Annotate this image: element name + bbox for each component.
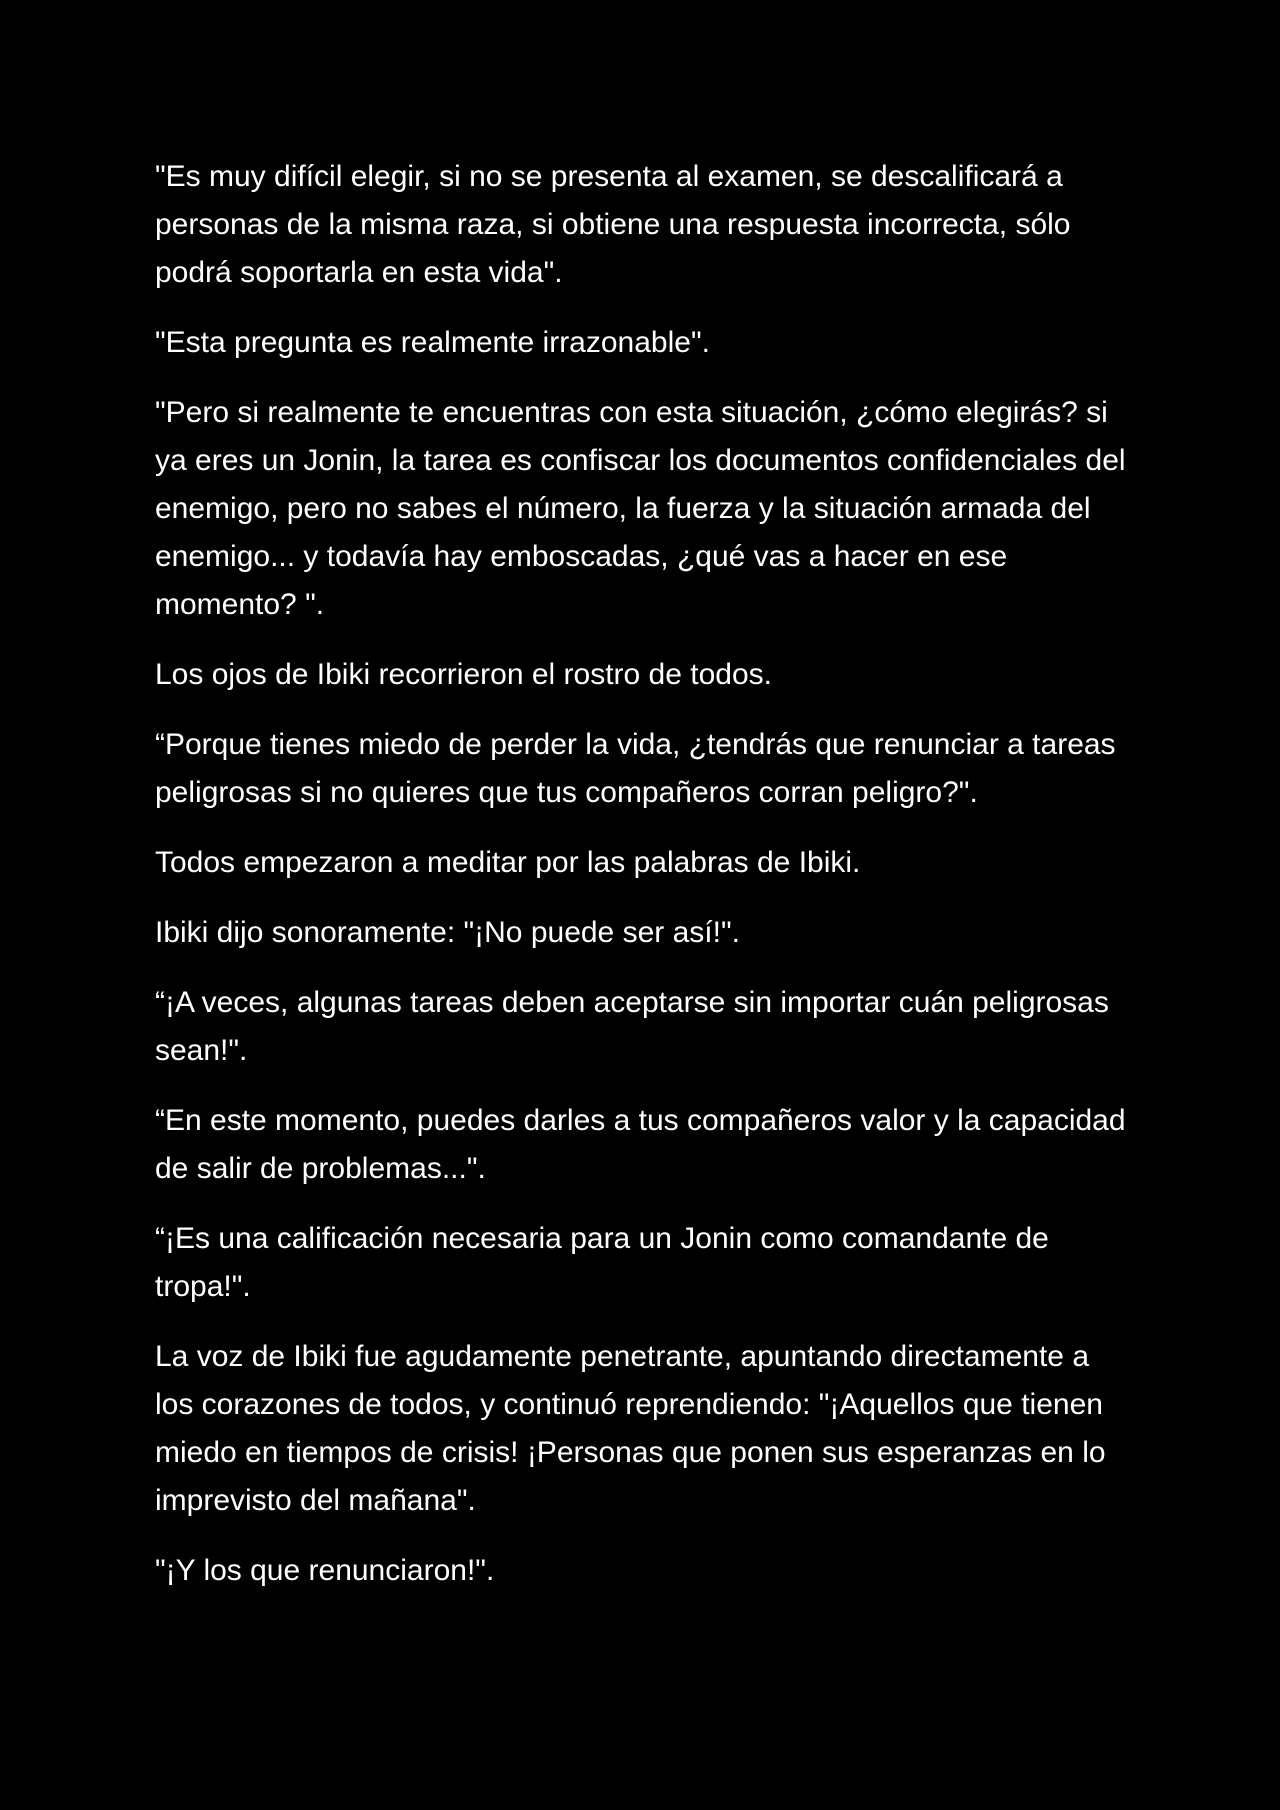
- document-body: [155, 153, 1135, 1617]
- paragraph-1: "Es muy difícil elegir, si no se presenta al examen, se descalificará a personas de la misma raza, si obtiene una respuesta incorrecta, sólo podrá soportarla en esta vida".: [155, 160, 1071, 289]
- paragraph-3: "Pero si realmente te encuentras con esta situación, ¿cómo elegirás? si ya eres un Jonin, la tarea es confiscar los documentos confidenciales del enemigo, pero no sabes el número, la fuerza y la situación armada del enemigo... y todavía hay emboscadas, ¿qué vas a hacer en ese momento? ".: [155, 396, 1126, 621]
- paragraph-10: “¡Es una calificación necesaria para un Jonin como comandante de tropa!".: [155, 1222, 1049, 1303]
- paragraph-6: Todos empezaron a meditar por las palabras de Ibiki.: [155, 846, 861, 879]
- paragraph-7: Ibiki dijo sonoramente: "¡No puede ser así!".: [155, 916, 740, 949]
- paragraph-12: "¡Y los que renunciaron!".: [155, 1554, 495, 1587]
- paragraph-5: “Porque tienes miedo de perder la vida, ¿tendrás que renunciar a tareas peligrosas si no quieres que tus compañeros corran peligro?".: [155, 728, 1116, 809]
- paragraph-2: "Esta pregunta es realmente irrazonable".: [155, 326, 710, 359]
- paragraph-11: La voz de Ibiki fue agudamente penetrante, apuntando directamente a los corazones de todos, y continuó reprendiendo: "¡Aquellos que tienen miedo en tiempos de crisis! ¡Personas que ponen sus esperanzas en lo imprevisto del mañana".: [155, 1340, 1106, 1517]
- paragraph-8: “¡A veces, algunas tareas deben aceptarse sin importar cuán peligrosas sean!".: [155, 986, 1109, 1067]
- paragraph-4: Los ojos de Ibiki recorrieron el rostro de todos.: [155, 658, 772, 691]
- paragraph-9: “En este momento, puedes darles a tus compañeros valor y la capacidad de salir de problemas...".: [155, 1104, 1126, 1185]
